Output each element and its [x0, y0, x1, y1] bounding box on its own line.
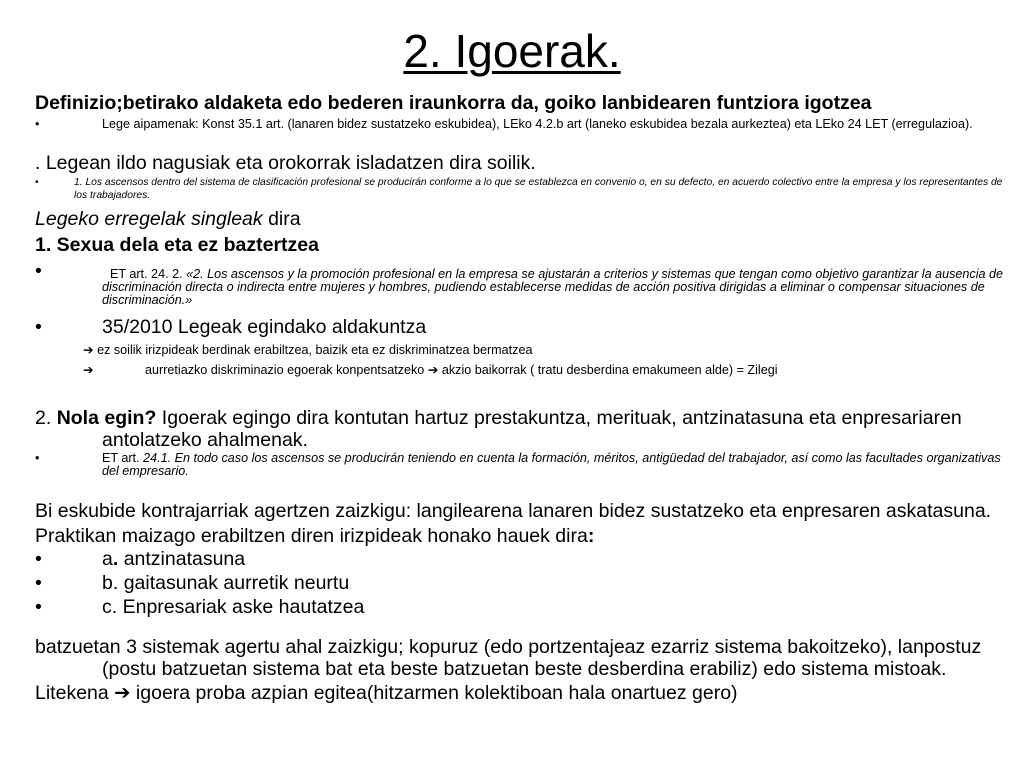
arrow-right-icon: ➔ — [114, 681, 131, 704]
bullet-icon: • — [35, 260, 42, 282]
bullet-icon: • — [35, 451, 40, 465]
arrow-line-2-text-a: aurretiazko diskriminazio egoerak konpentsatzeko — [145, 363, 425, 377]
systems-paragraph: batzuetan 3 sistemak agertu ahal zaizkigu; kopuruz (edo portzentajeaz ezarriz sistema bakoitzeko), lanpostuz (postu batzuetan sistema bat eta beste batzuetan beste desberdina erabiliz) edo sistema mistoak. — [35, 636, 982, 680]
possible-text-b: igoera proba azpian egitea(hitzarmen kolektiboan hala onartuez gero) — [135, 682, 738, 704]
arrow-line-1-text: ez soilik irizpideak berdinak erabiltzea, baizik eta ez diskriminatzea bermatzea — [97, 343, 533, 357]
criteria-letter: a — [102, 548, 113, 570]
criteria-text: antzinatasuna — [118, 548, 246, 570]
arrow-line-2 — [83, 363, 1014, 377]
slide-title: 2. Igoerak. — [403, 25, 621, 77]
how-number: 2. — [35, 407, 57, 429]
et-24-2-item — [35, 260, 1014, 312]
criteria-intro-text: Praktikan maizago erabiltzen diren irizpideak honako hauek dira — [35, 525, 588, 547]
bullet-icon: • — [35, 316, 42, 338]
possible-line — [35, 682, 1014, 704]
arrow-right-icon: ➔ — [83, 362, 94, 377]
criteria-letter: c — [102, 596, 112, 618]
arrow-line-1 — [83, 343, 1014, 357]
law-2010-text: 35/2010 Legeak egindako aldakuntza — [102, 316, 427, 338]
et-24-2-prefix: ET art. 24. 2. — [110, 267, 187, 281]
criteria-text: gaitasunak aurretik neurtu — [118, 572, 350, 594]
criteria-intro — [35, 525, 1014, 547]
arrow-right-icon: ➔ — [427, 362, 439, 377]
bullet-icon: • — [35, 572, 42, 594]
criteria-letter: b — [102, 572, 113, 594]
possible-text-a: Litekena — [35, 682, 109, 704]
arrow-line-2-text-b: akzio baikorrak ( tratu desberdina emakumeen alde) = Zilegi — [441, 363, 778, 377]
criteria-dot: . — [112, 548, 119, 570]
criteria-colon: : — [587, 525, 595, 547]
arrow-right-icon: ➔ — [83, 342, 94, 357]
criteria-text: Enpresariak aske hautatzea — [117, 596, 365, 618]
bullet-icon: • — [35, 548, 42, 570]
how-rest: Igoerak egingo dira kontutan hartuz prestakuntza, merituak, antzinatasuna eta enpresariaren antolatzeko ahalmenak. — [102, 407, 962, 451]
sex-heading: 1. Sexua dela eta ez baztertzea — [35, 234, 319, 256]
how-bold: Nola egin? — [56, 407, 157, 429]
et-24-1-quote: 24.1. En todo caso los ascensos se producirán teniendo en cuenta la formación, méritos, antigüedad del trabajador, así como las facultades organizativas del empresario. — [102, 451, 1001, 478]
bullet-icon: • — [35, 177, 39, 188]
et-24-1-prefix: ET art. — [102, 451, 144, 465]
et-24-2-quote: «2. Los ascensos y la promoción profesional en la empresa se ajustarán a criterios y sistemas que tengan como objetivo garantizar la ausencia de discriminación directa o indirecta entre mujeres y hombres, pudiendo establecerse medidas de acción positiva dirigidas a eliminar o compensar situaciones de discriminación.» — [102, 267, 1004, 307]
convenio-quote-text: 1. Los ascensos dentro del sistema de clasificación profesional se producirán conforme a lo que se establezca en convenio o, en su defecto, en acuerdo colectivo entre la empresa y los representantes de los trabajadores. — [74, 177, 1003, 201]
bullet-icon: • — [35, 596, 42, 618]
single-rules-line — [35, 208, 1014, 230]
how-paragraph — [35, 407, 1014, 451]
criteria-dot: . — [112, 572, 119, 594]
bullet-icon: • — [35, 117, 40, 131]
criteria-dot: . — [111, 596, 118, 618]
definition-line: Definizio;betirako aldaketa edo bederen iraunkorra da, goiko lanbidearen funtziora igotzea — [35, 92, 872, 114]
opposed-rights-text: Bi eskubide kontrajarriak agertzen zaizkigu: langilearena lanaren bidez sustatzeko eta enpresaren askatasuna. — [35, 500, 992, 522]
single-rules-italic: Legeko erregelak singleak — [35, 208, 263, 230]
single-rules-rest: dira — [262, 208, 301, 230]
general-lines-text: . Legean ildo nagusiak eta orokorrak isladatzen dira soilik. — [35, 152, 536, 174]
law-reference-text: Lege aipamenak: Konst 35.1 art. (lanaren bidez sustatzeko eskubidea), LEko 4.2.b art (laneko eskubidea bezala aurkeztea) eta LEko 24 LET (erregulazioa). — [102, 117, 973, 131]
